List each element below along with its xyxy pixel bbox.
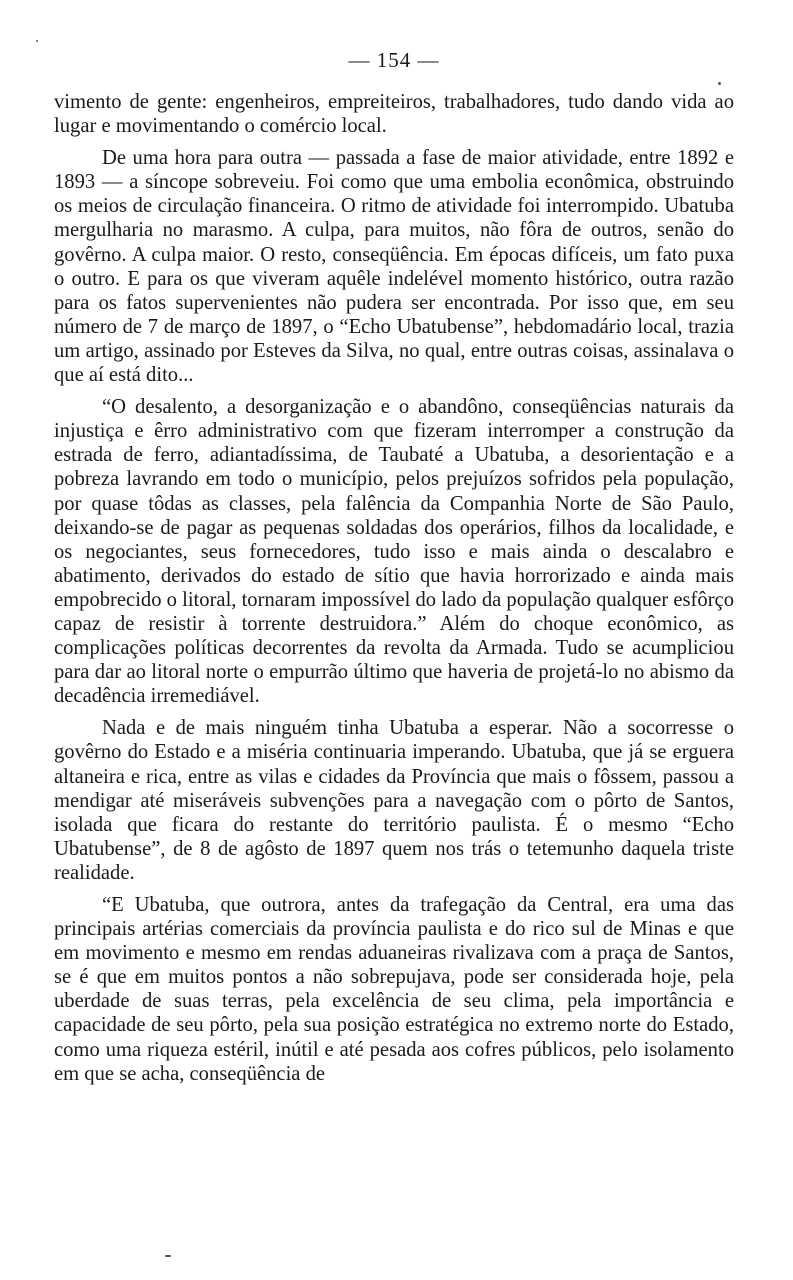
paragraph-quote-desalento: “O desalento, a desorganização e o abandôno, conseqüências naturais da injustiça e êrro administrativo com que fizeram interromper a construção da estrada de ferro, adiantadíssima, de Taubaté a Ubatuba, a desorientação e a pobreza lavrando em todo o município, pelos prejuízos sofridos pela população, por quase tôdas as classes, pela falência da Companhia Norte de São Paulo, deixando-se de pagar as pequenas soldadas dos operários, filhos da localidade, e os negociantes, seus fornecedores, tudo isso e mais ainda o descalabro e abatimento, derivados do estado de sítio que havia horrorizado e ainda mais empobrecido o litoral, tornaram impossível do lado da população qualquer esfôrço capaz de resistir à torrente destruidora.” Além do choque econômico, as complicações políticas decorrentes da revolta da Armada. Tudo se acumpliciou para dar ao litoral norte o empurrão último que haveria de projetá-lo no abismo da decadência irremediável. [54, 396, 734, 708]
scan-speck [36, 40, 38, 42]
scan-speck [165, 1255, 171, 1257]
paragraph-syncope: De uma hora para outra — passada a fase de maior atividade, entre 1892 e 1893 — a síncope sobreveiu. Foi como que uma embolia econômica, obstruindo os meios de circulação financeira. O ritmo de atividade foi interrompido. Ubatuba mergulharia no marasmo. A culpa, para muitos, não fôra de outros, senão do govêrno. A culpa maior. O resto, conseqüência. Em épocas difíceis, um fato puxa o outro. E para os que viveram aquêle indelével momento histórico, outra razão para os fatos supervenientes não pudera ser encontrada. Por isso que, em seu número de 7 de março de 1897, o “Echo Ubatubense”, hebdomadário local, trazia um artigo, assinado por Esteves da Silva, no qual, entre outras coisas, assinalava o que aí está dito... [54, 147, 734, 387]
paragraph-continuation: vimento de gente: engenheiros, empreiteiros, trabalhadores, tudo dando vida ao lugar e movimentando o comércio local. [54, 91, 734, 138]
page-number: — 154 — [348, 48, 440, 72]
paragraph-quote-ubatuba: “E Ubatuba, que outrora, antes da trafegação da Central, era uma das principais artérias comerciais da província paulista e do rico sul de Minas e que em movimento e mesmo em rendas aduaneiras rivalizava com a praça de Santos, se é que em muitos pontos a não sobrepujava, pode ser considerada hoje, pela uberdade de suas terras, pela excelência de seu clima, pela importância e capacidade de seu pôrto, pela sua posição estratégica no extremo norte do Estado, como uma riqueza estéril, inútil e até pesada aos cofres públicos, pelo isolamento em que se acha, conseqüência de [54, 894, 734, 1085]
book-page [54, 40, 734, 1094]
paragraph-nothing-to-expect: Nada e de mais ninguém tinha Ubatuba a esperar. Não a socorresse o govêrno do Estado e a miséria continuaria imperando. Ubatuba, que já se erguera altaneira e rica, entre as vilas e cidades da Província que mais o fôssem, passou a mendigar até miseráveis subvenções para a navegação com o pôrto de Santos, isolada que ficara do restante do território paulista. É o mesmo “Echo Ubatubense”, de 8 de agôsto de 1897 quem nos trás o tetemunho daquela triste realidade. [54, 717, 734, 884]
